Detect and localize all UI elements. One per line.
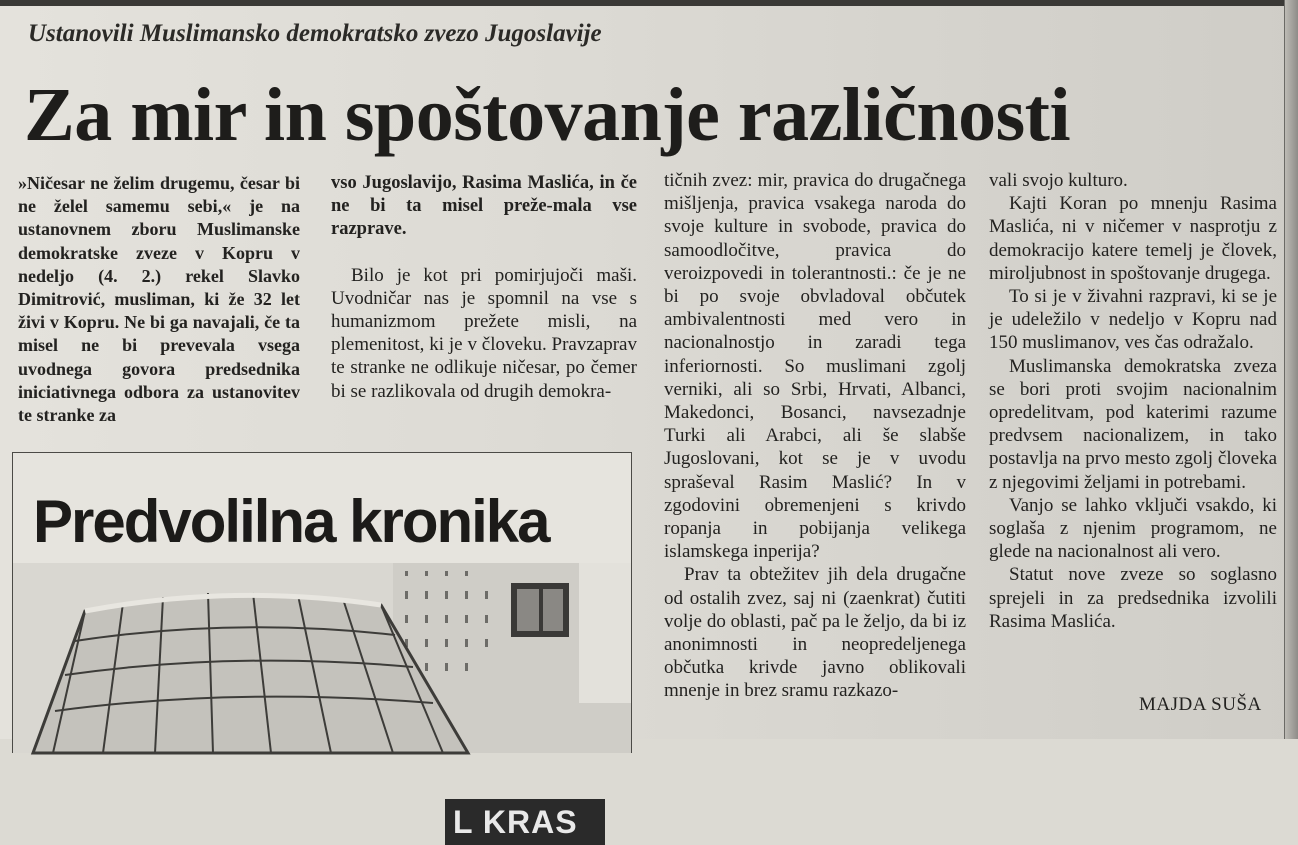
body-paragraph: Kajti Koran po mnenju Rasima Maslića, ni v ničemer v nasprotju z demokracijo katere temelj je človek, miroljubnost in spoštovanje drugega. [989, 193, 1277, 284]
article-headline: Za mir in spoštovanje različnosti [24, 73, 1071, 157]
body-paragraph: To si je v živahni razpravi, ki se je je udeležilo v nedeljo v Kopru nad 150 muslimanov, ves čas odražalo. [989, 286, 1277, 354]
column-3 [664, 169, 966, 703]
article-kicker: Ustanovili Muslimansko demokratsko zvezo Jugoslavije [28, 20, 602, 47]
column-4 [989, 169, 1277, 633]
lead-paragraph-part-1: »Ničesar ne želim drugemu, česar bi ne želel samemu sebi,« je na ustanovnem zboru Muslimanske demokratske zveze v Kopru v nedeljo (4. 2.) rekel Slavko Dimitrović, musliman, ki že 32 let živi v Kopru. Ne bi ga navajali, če ta misel ne bi prevevala vsega uvodnega govora predsednika iniciativnega odbora za ustanovitev te stranke za [18, 173, 300, 426]
sidebar-box-title: Predvolilna kronika [33, 488, 549, 555]
news-photo [13, 563, 631, 840]
store-sign [445, 799, 605, 845]
top-rule [0, 0, 1297, 6]
body-paragraph: tičnih zvez: mir, pravica do drugačnega mišljenja, pravica vsakega naroda do svoje kulture in svobode, pravica do samoodločitve, pravica do veroizpovedi in tolerantnosti.: če je ne bi po svoje obvladoval občutek ambivalentnosti med vero in nacionalnostjo in zaradi tega inferiornosti. So muslimani zgolj verniki, ali so Srbi, Hrvati, Albanci, Makedonci, Bosanci, navsezadnje Turki ali Arabci, ali še slabše Jugoslovani, kot se je v uvodu spraševal Rasim Maslić? In v zgodovini obremenjeni s krivdo ropanja in pobijanja velikega islamskega inperija? [664, 170, 966, 563]
photo-illustration [13, 563, 631, 753]
author-byline: MAJDA SUŠA [1139, 694, 1262, 715]
body-paragraph: Prav ta obtežitev jih dela drugačne od ostalih zvez, saj ni (zaenkrat) čutiti volje do oblasti, pač pa le željo, da bi iz anonimnosti in neopredeljenega občutka krivde javno oblikovali mnenje in brez sramu razkazo- [664, 564, 966, 702]
lead-paragraph-part-2: vso Jugoslavijo, Rasima Maslića, in če ne bi ta misel preže-mala vse razprave. [331, 173, 637, 240]
store-sign-text: L KRAS [453, 804, 578, 840]
sidebar-box [12, 452, 632, 840]
body-paragraph: Bilo je kot pri pomirjujoči maši. Uvodničar nas je spomnil na vse s humanizmom prežete misli, na plemenitost, ki je v človeku. Pravzaprav te stranke ne odlikuje ničesar, po čemer bi se razlikovala od drugih demokra- [331, 264, 637, 402]
body-paragraph: Vanjo se lahko vključi vsakdo, ki soglaša z njenim programom, ne glede na nacionalnost ali vero. [989, 494, 1277, 563]
body-paragraph: vali svojo kulturo. [989, 170, 1128, 191]
column-1 [18, 172, 300, 427]
body-paragraph: Muslimanska demokratska zveza se bori proti svojim nacionalnim opredelitvam, pod katerimi razume predvsem nacionalizem, in tako postavlja na prvo mesto zgolj človeka z njegovimi željami in potrebami. [989, 355, 1277, 493]
column-2 [331, 172, 637, 403]
adjacent-page-edge [1284, 0, 1298, 739]
body-paragraph: Statut nove zveze so soglasno sprejeli in za predsednika izvolili Rasima Maslića. [989, 564, 1277, 632]
